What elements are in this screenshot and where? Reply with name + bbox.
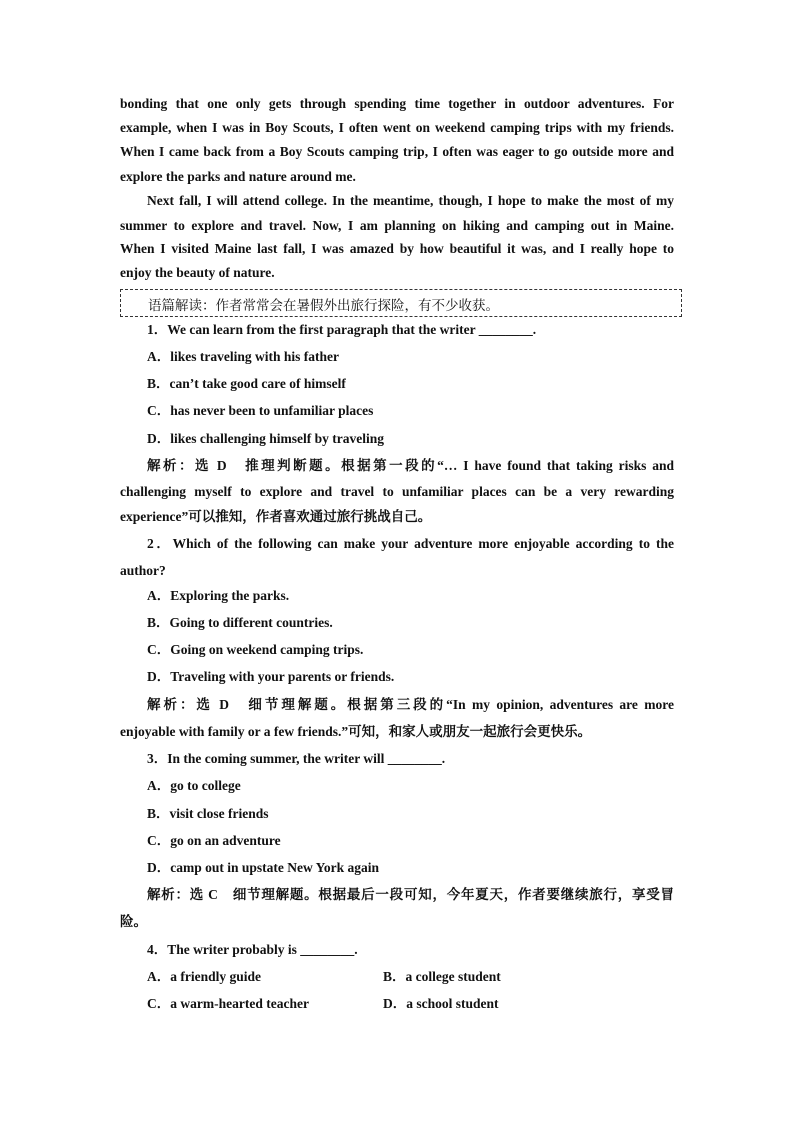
passage-line: When I visited Maine last fall, I was amazed by how beautiful it was, and I really hope to [120,241,674,256]
question-1-option-b: B．can’t take good care of himself [147,376,346,391]
question-1-explanation: challenging myself to explore and travel to unfamiliar places can be a very rewarding [120,484,674,499]
question-3-option-b: B．visit close friends [147,806,269,821]
summary-text: 语篇解读：作者常常会在暑假外出旅行探险，有不少收获。 [148,298,499,314]
question-3-explanation: 险。 [120,914,147,929]
question-2-option-c: C．Going on weekend camping trips. [147,642,364,657]
question-4-stem: 4．The writer probably is ________. [147,942,358,957]
question-2-explanation: 解析：选 D 细节理解题。根据第三段的“In my opinion, adventures are more [147,697,674,712]
question-3-option-c: C．go on an adventure [147,833,281,848]
passage-line: summer to explore and travel. Now, I am planning on hiking and camping out in Maine. [120,218,674,233]
question-2-stem: author? [120,563,166,578]
passage-line: When I came back from a Boy Scouts camping trip, I often was eager to go outside more and [120,144,674,159]
question-2-explanation: enjoyable with family or a few friends.”可知，和家人或朋友一起旅行会更快乐。 [120,724,592,739]
question-3-stem: 3．In the coming summer, the writer will ________. [147,751,446,766]
passage-line: enjoy the beauty of nature. [120,265,275,280]
passage-line: bonding that one only gets through spending time together in outdoor adventures. For [120,96,674,111]
question-4-option-c: C．a warm-hearted teacher [147,996,309,1011]
question-3-option-d: D．camp out in upstate New York again [147,860,380,875]
question-1-stem: 1．We can learn from the first paragraph that the writer ________. [147,322,537,337]
question-1-option-c: C．has never been to unfamiliar places [147,403,374,418]
question-3-option-a: A．go to college [147,778,241,793]
passage-line: example, when I was in Boy Scouts, I often went on weekend camping trips with my friends. [120,120,674,135]
question-1-explanation: experience”可以推知，作者喜欢通过旅行挑战自己。 [120,509,432,524]
question-4-option-b: B．a college student [383,969,501,984]
question-4-option-a: A．a friendly guide [147,969,262,984]
summary-box [120,289,682,317]
question-2-option-a: A．Exploring the parks. [147,588,290,603]
question-2-option-b: B．Going to different countries. [147,615,333,630]
passage-line: Next fall, I will attend college. In the meantime, though, I hope to make the most of my [147,193,674,208]
question-2-stem: 2．Which of the following can make your adventure more enjoyable according to the [147,536,674,551]
passage-line: explore the parks and nature around me. [120,169,356,184]
question-3-explanation: 解析：选 C 细节理解题。根据最后一段可知，今年夏天，作者要继续旅行，享受冒 [147,887,674,902]
question-1-option-a: A．likes traveling with his father [147,349,339,364]
question-1-explanation: 解析：选 D 推理判断题。根据第一段的“… I have found that taking risks and [147,458,674,473]
question-1-option-d: D．likes challenging himself by traveling [147,431,385,446]
question-4-option-d: D．a school student [383,996,499,1011]
question-2-option-d: D．Traveling with your parents or friends. [147,669,395,684]
